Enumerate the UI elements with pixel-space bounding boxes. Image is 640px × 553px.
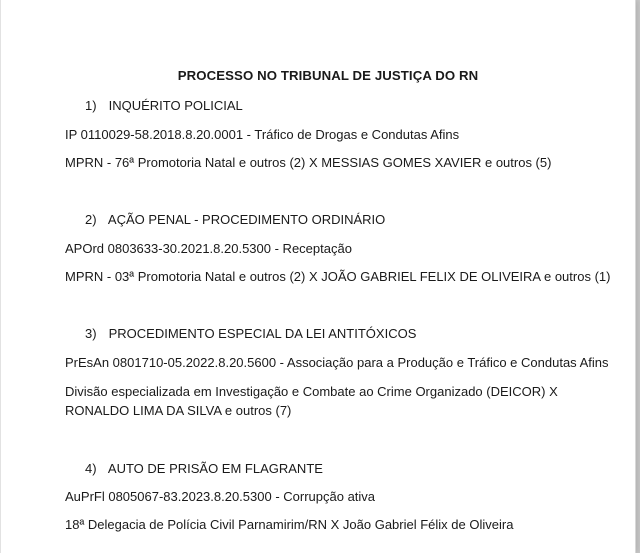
parties-line: MPRN - 76ª Promotoria Natal e outros (2) X MESSIAS GOMES XAVIER e outros (5)	[65, 155, 552, 170]
parties-line: MPRN - 03ª Promotoria Natal e outros (2) X JOÃO GABRIEL FELIX DE OLIVEIRA e outros (1)	[65, 269, 611, 284]
parties-line: 18ª Delegacia de Polícia Civil Parnamirim/RN X João Gabriel Félix de Oliveira	[65, 517, 514, 532]
process-line: APOrd 0803633-30.2021.8.20.5300 - Receptação	[65, 241, 352, 256]
process-line: AuPrFl 0805067-83.2023.8.20.5300 - Corrupção ativa	[65, 489, 376, 504]
section-number: 2)	[85, 212, 97, 227]
section-heading	[85, 212, 385, 228]
section-number: 3)	[85, 326, 97, 341]
section-heading-text: AÇÃO PENAL - PROCEDIMENTO ORDINÁRIO	[107, 212, 386, 227]
section-heading	[85, 326, 416, 342]
document-title: PROCESSO NO TRIBUNAL DE JUSTIÇA DO RN	[177, 68, 479, 83]
section-heading	[85, 461, 323, 477]
section-heading-text: AUTO DE PRISÃO EM FLAGRANTE	[107, 461, 323, 476]
section-number: 4)	[85, 461, 97, 476]
process-line: PrEsAn 0801710-05.2022.8.20.5600 - Associação para a Produção e Tráfico e Condutas Afins	[65, 355, 609, 370]
parties-line: Divisão especializada em Investigação e Combate ao Crime Organizado (DEICOR) X RONALDO LIMA DA SILVA e outros (7)	[65, 384, 558, 418]
section-heading-text: PROCEDIMENTO ESPECIAL DA LEI ANTITÓXICOS	[108, 326, 417, 341]
process-line: IP 0110029-58.2018.8.20.0001 - Tráfico de Drogas e Condutas Afins	[65, 127, 460, 142]
section-number: 1)	[85, 98, 97, 113]
section-heading-text: INQUÉRITO POLICIAL	[108, 98, 243, 113]
section-heading	[85, 98, 243, 114]
